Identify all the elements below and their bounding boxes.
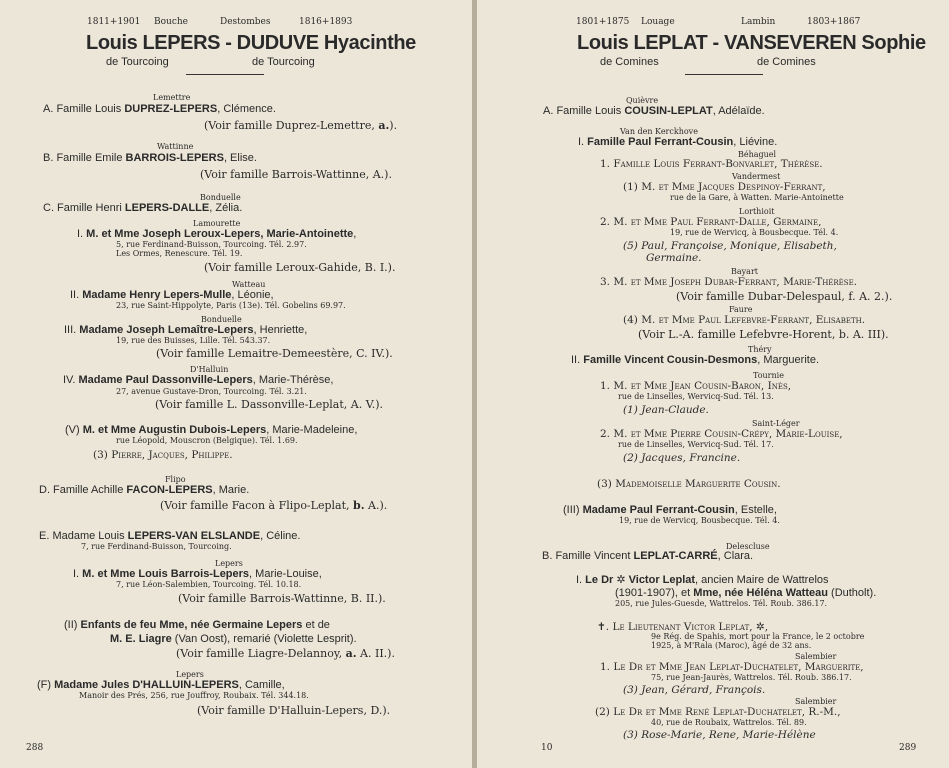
children-list: (3) Jean, Gérard, François.: [623, 684, 766, 696]
wife-town: de Tourcoing: [252, 56, 315, 68]
household-entry: III. Madame Joseph Lemaître-Lepers, Henriette,: [64, 324, 308, 336]
household-entry: (II) Enfants de feu Mme, née Germaine Lepers et de: [64, 619, 330, 631]
right-page: [477, 0, 949, 768]
household-line: ✝. Le Lieutenant Victor Leplat, ✲,: [597, 621, 769, 633]
household-entry-continued: (1901-1907), et Mme, née Héléna Watteau (Dutholt).: [615, 587, 877, 599]
title-rule: [186, 74, 264, 75]
address: rue de Linselles, Wervicq-Sud. Tél. 13.: [618, 392, 774, 401]
address: rue de Linselles, Wervicq-Sud. Tél. 17.: [618, 440, 774, 449]
maiden-name: Flipo: [165, 475, 186, 484]
household-entry: II. Madame Henry Lepers-Mulle, Léonie,: [70, 289, 274, 301]
cross-reference: (Voir famille D'Halluin-Lepers, D.).: [197, 704, 391, 717]
husband-dates: 1811+1901: [87, 17, 141, 27]
maiden-name: Van den Kerckhove: [620, 127, 698, 136]
household-line: 3. M. et Mme Joseph Dubar-Ferrant, Marie-Thérèse.: [600, 276, 858, 288]
maiden-name: Faure: [729, 305, 753, 314]
address: 27, avenue Gustave-Dron, Tourcoing. Tél. 3.21.: [116, 387, 307, 396]
family-entry: C. Famille Henri LEPERS-DALLE, Zélia.: [43, 202, 243, 214]
maiden-name: Quièvre: [626, 96, 659, 105]
household-entry: (III) Madame Paul Ferrant-Cousin, Estelle,: [563, 504, 777, 516]
household-entry-continued: M. E. Liagre (Van Oost), remarié (Violette Lesprit).: [110, 633, 357, 645]
husband-town: de Comines: [600, 56, 659, 68]
maiden-name: Salembier: [795, 697, 837, 706]
household-line: (1) M. et Mme Jacques Despinoy-Ferrant,: [623, 181, 826, 193]
wife-dates: 1816+1893: [299, 17, 353, 27]
household-entry: I. Famille Paul Ferrant-Cousin, Liévine.: [578, 136, 778, 148]
maiden-name: Lorthioit: [739, 207, 775, 216]
maiden-name: Delescluse: [726, 542, 770, 551]
address: rue Léopold, Mouscron (Belgique). Tél. 1.69.: [116, 436, 298, 445]
cross-reference: (Voir famille L. Dassonville-Leplat, A. V.).: [155, 398, 383, 411]
children-list: (5) Paul, Françoise, Monique, Elisabeth,: [623, 240, 837, 252]
household-line: 1. M. et Mme Jean Cousin-Baron, Inès,: [600, 380, 792, 392]
address: 19, rue de Wervicq, Bousbecque. Tél. 4.: [619, 516, 780, 525]
cross-reference: (Voir famille Dubar-Delespaul, f. A. 2.).: [676, 290, 893, 303]
household-line: (3) Mademoiselle Marguerite Cousin.: [597, 478, 781, 490]
left-page: [0, 0, 472, 768]
cross-reference: (Voir L.-A. famille Lefebvre-Horent, b. A. III).: [638, 328, 889, 341]
maiden-name: Lamourette: [193, 219, 241, 228]
family-entry: D. Famille Achille FACON-LEPERS, Marie.: [39, 484, 250, 496]
wife-dates: 1803+1867: [807, 17, 861, 27]
husband-town: de Tourcoing: [106, 56, 169, 68]
maiden-name: Tournie: [753, 371, 784, 380]
address: 7, rue Léon-Salembien, Tourcoing. Tél. 10.18.: [116, 580, 302, 589]
household-line: 2. M. et Mme Pierre Cousin-Crépy, Marie-Louise,: [600, 428, 843, 440]
family-entry: E. Madame Louis LEPERS-VAN ELSLANDE, Céline.: [39, 530, 301, 542]
maiden-name: Lemettre: [153, 93, 191, 102]
household-entry: I. M. et Mme Joseph Leroux-Lepers, Marie-Antoinette,: [77, 228, 357, 240]
memorial-note: 9e Rég. de Spahis, mort pour la France, le 2 octobre: [651, 632, 865, 641]
address: 19, rue de Wervicq, à Bousbecque. Tél. 4.: [670, 228, 839, 237]
wife-mother-name: Destombes: [220, 17, 271, 27]
children-list-continued: Germaine.: [646, 252, 702, 264]
page-number: 289: [899, 743, 917, 753]
household-entry: I. M. et Mme Louis Barrois-Lepers, Marie-Louise,: [73, 568, 322, 580]
address: 19, rue des Buisses, Lille. Tél. 543.37.: [116, 336, 271, 345]
address: 7, rue Ferdinand-Buisson, Tourcoing.: [81, 542, 232, 551]
maiden-name: Théry: [748, 345, 772, 354]
address: 23, rue Saint-Hippolyte, Paris (13e). Tél. Gobelins 69.97.: [116, 301, 346, 310]
page-number: 288: [26, 743, 44, 753]
cross-reference: (Voir famille Barrois-Wattinne, B. II.).: [178, 592, 386, 605]
family-entry: B. Famille Emile BARROIS-LEPERS, Elise.: [43, 152, 257, 164]
household-entry: I. Le Dr ✲ Victor Leplat, ancien Maire de Wattrelos: [576, 574, 829, 586]
household-line: (4) M. et Mme Paul Lefebvre-Ferrant, Elisabeth.: [623, 314, 866, 326]
maiden-name: Lepers: [215, 559, 243, 568]
children-list: (1) Jean-Claude.: [623, 404, 709, 416]
branch-entry: 1. Famille Louis Ferrant-Bonvarlet, Thérèse.: [600, 158, 823, 170]
household-entry: (V) M. et Mme Augustin Dubois-Lepers, Marie-Madeleine,: [65, 424, 358, 436]
cross-reference: (Voir famille Leroux-Gahide, B. I.).: [204, 261, 396, 274]
household-entry: II. Famille Vincent Cousin-Desmons, Marguerite.: [571, 354, 819, 366]
address: Les Ormes, Renescure. Tél. 19.: [116, 249, 243, 258]
wife-town: de Comines: [757, 56, 816, 68]
maiden-name: Bayart: [731, 267, 758, 276]
maiden-name: Lepers: [176, 670, 204, 679]
children-list: (2) Jacques, Francine.: [623, 452, 741, 464]
family-entry: A. Famille Louis DUPREZ-LEPERS, Clémence.: [43, 103, 276, 115]
maiden-name: Wattinne: [157, 142, 194, 151]
husband-dates: 1801+1875: [576, 17, 630, 27]
household-line: 1. Le Dr et Mme Jean Leplat-Duchatelet, Marguerite,: [600, 661, 864, 673]
address: 5, rue Ferdinand-Buisson, Tourcoing. Tél. 2.97.: [116, 240, 307, 249]
maiden-name: Watteau: [232, 280, 266, 289]
address: 205, rue Jules-Guesde, Wattrelos. Tél. Roub. 386.17.: [615, 599, 828, 608]
address: 75, rue Jean-Jaurès, Wattrelos. Tél. Roub. 386.17.: [651, 673, 852, 682]
maiden-name: Salembier: [795, 652, 837, 661]
children-list: (3) Pierre, Jacques, Philippe.: [93, 449, 233, 461]
cross-reference: (Voir famille Liagre-Delannoy, a. A. II.).: [176, 647, 395, 660]
signature-mark: 10: [541, 743, 553, 753]
family-entry: A. Famille Louis COUSIN-LEPLAT, Adélaïde.: [543, 105, 765, 117]
address: rue de la Gare, à Watten. Marie-Antoinette: [670, 193, 844, 202]
maiden-name: Bonduelle: [200, 193, 241, 202]
page-title: Louis LEPLAT - VANSEVEREN Sophie: [577, 32, 926, 54]
family-entry: B. Famille Vincent LEPLAT-CARRÉ, Clara.: [542, 550, 754, 562]
cross-reference: (Voir famille Duprez-Lemettre, a.).: [204, 119, 398, 132]
cross-reference: (Voir famille Facon à Flipo-Leplat, b. A.).: [160, 499, 388, 512]
maiden-name: Vandermest: [732, 172, 781, 181]
husband-mother-name: Louage: [641, 17, 675, 27]
children-list: (3) Rose-Marie, Rene, Marie-Hélène: [623, 729, 816, 741]
household-line: (2) Le Dr et Mme René Leplat-Duchatelet, R.-M.,: [595, 706, 841, 718]
family-entry: (F) Madame Jules D'HALLUIN-LEPERS, Camille,: [37, 679, 285, 691]
household-line: 2. M. et Mme Paul Ferrant-Dalle, Germaine,: [600, 216, 822, 228]
memorial-note: 1925, à M'Rala (Maroc), âgé de 32 ans.: [651, 641, 812, 650]
wife-mother-name: Lambin: [741, 17, 776, 27]
address: Manoir des Prés, 256, rue Jouffroy, Roubaix. Tél. 344.18.: [79, 691, 309, 700]
title-rule: [685, 74, 763, 75]
address: 40, rue de Roubaix, Wattrelos. Tél. 89.: [651, 718, 807, 727]
husband-mother-name: Bouche: [154, 17, 188, 27]
maiden-name: Bonduelle: [201, 315, 242, 324]
cross-reference: (Voir famille Lemaitre-Demeestère, C. IV.).: [156, 347, 393, 360]
maiden-name: Béhaguel: [738, 150, 777, 159]
household-entry: IV. Madame Paul Dassonville-Lepers, Marie-Thérèse,: [63, 374, 334, 386]
page-title: Louis LEPERS - DUDUVE Hyacinthe: [86, 32, 416, 54]
cross-reference: (Voir famille Barrois-Wattinne, A.).: [200, 168, 392, 181]
maiden-name: D'Halluin: [190, 365, 229, 374]
maiden-name: Saint-Léger: [752, 419, 800, 428]
